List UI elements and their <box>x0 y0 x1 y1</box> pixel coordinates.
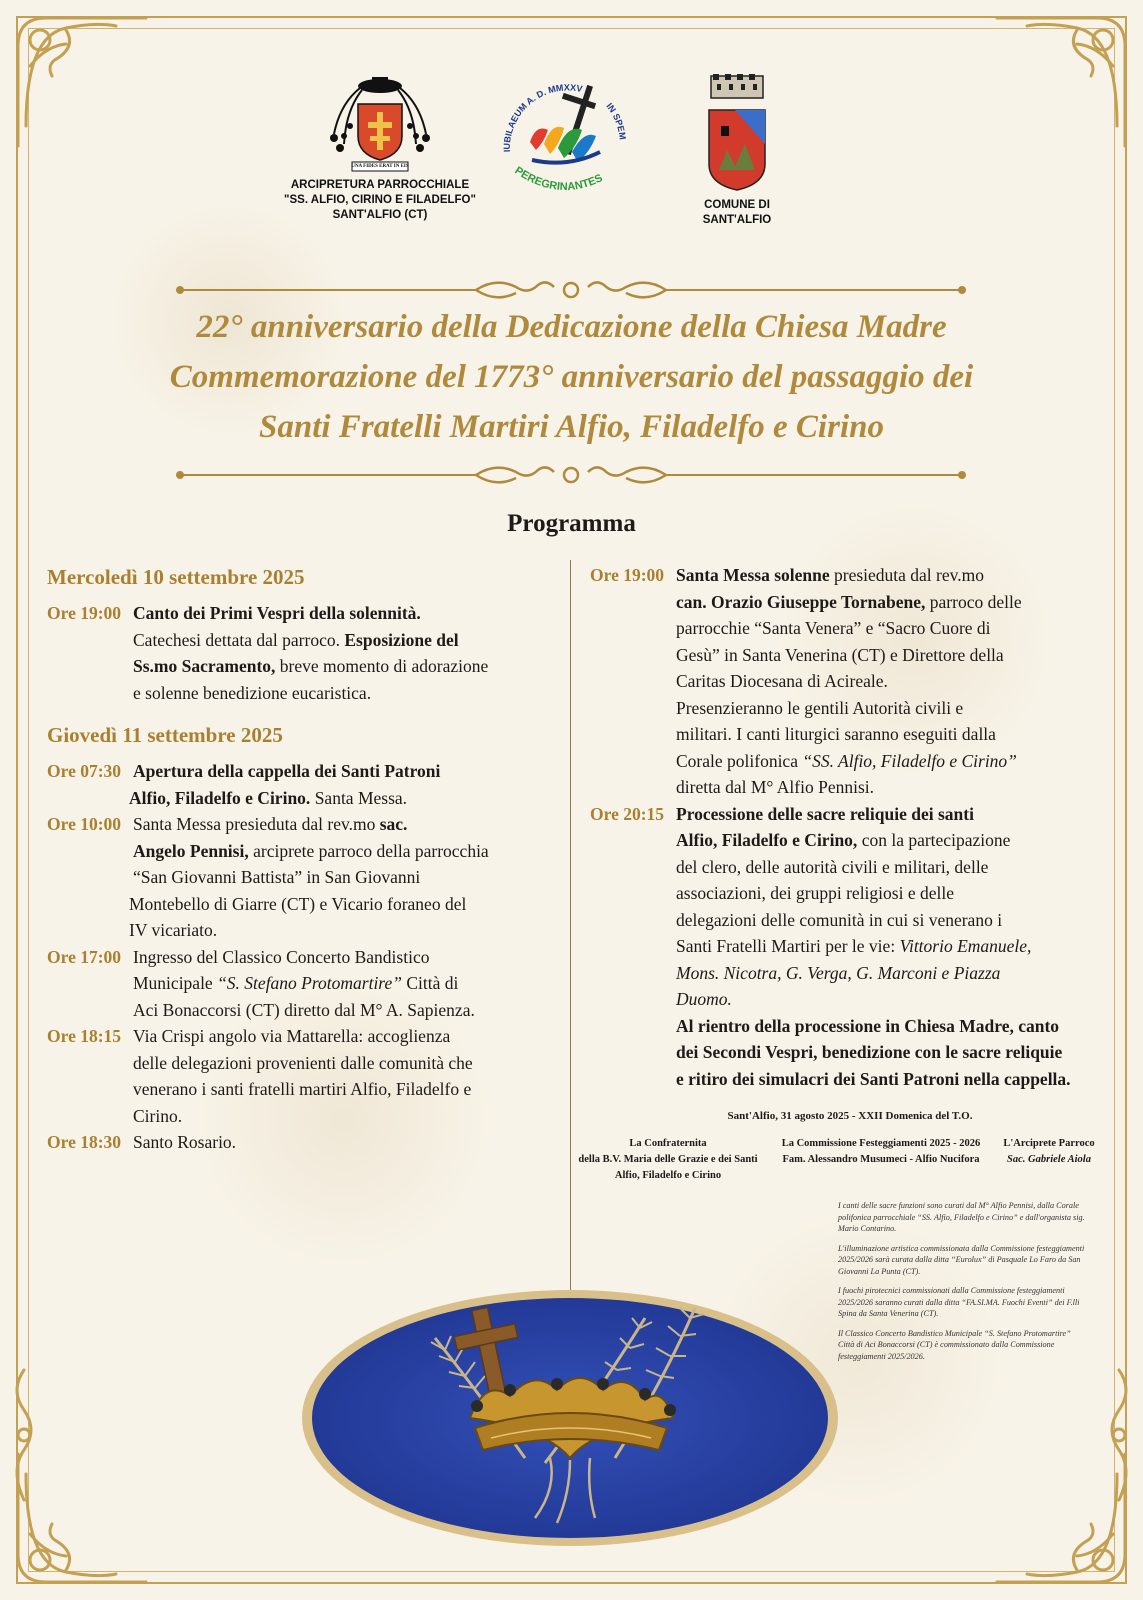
jubilee-logo <box>488 72 648 207</box>
entry-text: “S. Stefano Protomartire” <box>217 973 402 993</box>
jubilee-bottom-text: PEREGRINANTES <box>512 164 605 194</box>
entry-text: Santa Messa presieduta dal rev.mo <box>133 814 380 834</box>
footnote: I fuochi pirotecnici commissionati dalla Commissione festeggiamenti 2025/2026 saranno curati dalla ditta “FA.SI.MA. Fuochi Eventi” dei F.lli Spina da Santa Venerina (CT). <box>838 1286 1080 1318</box>
entry-text: Apertura della cappella dei Santi Patroni <box>133 761 441 781</box>
programma-heading: Programma <box>507 510 636 537</box>
entry-text: Mons. Nicotra, G. Verga, G. Marconi e Piazza <box>676 962 1001 983</box>
parish-motto: UNA FIDES ERAT IN EIS <box>351 164 409 169</box>
svg-text:IN SPEM <box>604 101 627 140</box>
signature-confraternita <box>568 1136 768 1184</box>
entry-text: breve momento di adorazione <box>275 656 489 676</box>
side-scroll-icon <box>1099 1360 1139 1510</box>
program-right-column <box>590 562 1110 1092</box>
entry-text: Catechesi dettata dal parroco. <box>133 629 345 650</box>
signature-text: Alfio, Filadelfo e Cirino <box>614 1170 722 1181</box>
entry-text: del clero, delle autorità civili e militari, delle <box>676 856 989 877</box>
program-entry <box>47 944 562 1024</box>
entry-text: arciprete parroco della parrocchia <box>248 840 489 861</box>
signature-commissione <box>772 1136 990 1168</box>
signature-text: della B.V. Maria delle Grazie e dei Santi <box>578 1154 758 1165</box>
entry-text: Cirino. <box>133 1105 183 1126</box>
program-left-column <box>47 562 562 1156</box>
program-entry <box>47 811 562 944</box>
parish-name-line2: "SS. ALFIO, CIRINO E FILADELFO" <box>284 194 476 206</box>
entry-text: e solenne benedizione eucaristica. <box>133 682 372 703</box>
footnote: L'illuminazione artistica commissionata dalla Commissione festeggiamenti 2025/2026 sarà curata dalla ditta “Eurolux” di Pasquale Lo Faro da San Giovanni La Punta (CT). <box>838 1243 1085 1276</box>
entry-text: Al rientro della processione in Chiesa Madre, canto <box>676 1015 1060 1036</box>
jubilee-2025-logo-icon <box>488 72 648 202</box>
entry-time: Ore 19:00 <box>47 603 122 623</box>
jubilee-side-text: IN SPEM <box>604 100 628 141</box>
side-scroll-icon <box>4 1360 44 1510</box>
entry-text: Ss.mo Sacramento, <box>133 656 276 676</box>
entry-text: diretta dal M° Alfio Pennisi. <box>676 777 875 797</box>
entry-text: Canto dei Primi Vespri della solennità. <box>133 603 421 623</box>
program-entry <box>590 801 1110 828</box>
entry-text: venerano i santi fratelli martiri Alfio, Filadelfo e <box>133 1079 472 1099</box>
entry-text: Municipale <box>133 973 218 993</box>
entry-text: Processione delle sacre reliquie dei santi <box>676 803 974 824</box>
entry-text: Città di <box>401 973 459 993</box>
entry-text: Presenzieranno le gentili Autorità civili e <box>676 697 964 718</box>
entry-text: Duomo. <box>676 989 732 1009</box>
entry-text: Angelo Pennisi, <box>133 840 249 861</box>
entry-text: Corale polifonica <box>676 750 803 771</box>
column-divider <box>570 560 571 1300</box>
entry-time: Ore 18:15 <box>47 1026 122 1046</box>
entry-text: delle delegazioni provenienti dalle comunità che <box>133 1052 473 1073</box>
entry-time: Ore 10:00 <box>47 814 122 834</box>
day-heading: Giovedì 11 settembre 2025 <box>47 723 283 747</box>
entry-time: Ore 20:15 <box>590 803 665 824</box>
corner-flourish-icon <box>987 6 1137 156</box>
entry-text: sac. <box>379 814 408 834</box>
entry-text: IV vicariato. <box>129 920 218 940</box>
entry-text: Caritas Diocesana di Acireale. <box>676 671 888 691</box>
footnote: I canti delle sacre funzioni sono curati dal M° Alfio Pennisi, dalla Corale polifonica parrocchiale “SS. Alfio, Filadelfo e Cirino” e dall'organista sig. Mario Contarino. <box>838 1201 1085 1233</box>
entry-text: Santa Messa. <box>310 787 408 808</box>
entry-text: militari. I canti liturgici saranno eseguiti dalla <box>676 724 996 744</box>
comune-name-line1: COMUNE DI <box>704 199 770 211</box>
entry-text: parroco delle <box>925 591 1022 612</box>
program-entry <box>47 1129 562 1156</box>
svg-text:PEREGRINANTES <box>512 165 604 194</box>
signature-arciprete <box>994 1136 1104 1168</box>
entry-text: Santo Rosario. <box>133 1132 237 1152</box>
parish-name-line1: ARCIPRETURA PARROCCHIALE <box>290 179 470 191</box>
entry-text: Aci Bonaccorsi (CT) diretto dal M° A. Sapienza. <box>133 999 475 1020</box>
entry-time: Ore 17:00 <box>47 946 122 967</box>
entry-text: Via Crispi angolo via Mattarella: accoglienza <box>133 1026 451 1046</box>
program-entry <box>47 758 562 811</box>
footnote: Il Classico Concerto Bandistico Municipale “S. Stefano Protomartire” Città di Aci Bonaccorsi (CT) è commissionato dalla Commissione festeggiamenti 2025/2026. <box>838 1328 1071 1361</box>
entry-time: Ore 07:30 <box>47 761 122 781</box>
entry-text: delegazioni delle comunità in cui si venerano i <box>676 909 1003 930</box>
parish-logo-block <box>280 74 480 223</box>
entry-time: Ore 19:00 <box>590 565 665 585</box>
signature-text: L'Arciprete Parroco <box>1003 1138 1095 1149</box>
program-entry <box>47 1023 562 1129</box>
entry-text: Alfio, Filadelfo e Cirino. <box>129 787 311 808</box>
entry-text: dei Secondi Vespri, benedizione con le sacre reliquie <box>676 1042 1063 1062</box>
program-entry <box>590 562 1110 589</box>
title-line-1: 22° anniversario della Dedicazione della Chiesa Madre <box>196 309 947 345</box>
parish-name-line3: SANT'ALFIO (CT) <box>332 209 428 221</box>
corner-flourish-icon <box>6 6 156 156</box>
signature-text: Sac. Gabriele Aiola <box>1007 1154 1091 1165</box>
entry-text: e ritiro dei simulacri dei Santi Patroni nella cappella. <box>676 1068 1071 1089</box>
program-entry <box>47 600 562 706</box>
footnotes <box>838 1200 1088 1370</box>
entry-text: associazioni, dei gruppi religiosi e delle <box>676 883 954 903</box>
ornamental-divider-icon <box>176 277 966 303</box>
jubilee-arc-text: IUBILAEUM A. D. MMXXV <box>501 82 584 153</box>
entry-text: parrocchie “Santa Venera” e “Sacro Cuore di <box>676 618 991 638</box>
entry-text: Santi Fratelli Martiri per le vie: <box>676 936 900 956</box>
entry-text: Santa Messa solenne <box>676 565 830 585</box>
ornamental-divider-icon <box>176 462 966 488</box>
parish-coat-of-arms-icon <box>320 74 440 172</box>
comune-name-line2: SANT'ALFIO <box>702 214 772 226</box>
signature-text: La Commissione Festeggiamenti 2025 - 2026 <box>781 1138 981 1149</box>
comune-logo-block <box>672 74 802 228</box>
day-heading: Mercoledì 10 settembre 2025 <box>47 565 305 589</box>
entry-text: presieduta dal rev.mo <box>829 565 984 585</box>
entry-text: can. Orazio Giuseppe Tornabene, <box>676 591 926 612</box>
entry-text: Vittorio Emanuele, <box>899 936 1032 956</box>
comune-coat-of-arms-icon <box>705 74 769 192</box>
entry-text: “SS. Alfio, Filadelfo e Cirino” <box>802 750 1017 771</box>
entry-text: Gesù” in Santa Venerina (CT) e Direttore della <box>676 644 1004 665</box>
title-line-2: Commemorazione del 1773° anniversario del passaggio dei <box>169 359 974 395</box>
entry-text: Montebello di Giarre (CT) e Vicario foraneo del <box>129 893 467 914</box>
entry-text: con la partecipazione <box>857 830 1011 850</box>
entry-text: Esposizione del <box>344 629 459 650</box>
entry-text: Ingresso del Classico Concerto Bandistico <box>133 946 430 967</box>
signature-date-line: Sant'Alfio, 31 agosto 2025 - XXII Domenica del T.O. <box>727 1110 973 1122</box>
entry-time: Ore 18:30 <box>47 1132 122 1152</box>
title-line-3: Santi Fratelli Martiri Alfio, Filadelfo e Cirino <box>259 409 884 445</box>
reliquary-emblem-image <box>295 1278 845 1546</box>
entry-text: “San Giovanni Battista” in San Giovanni <box>133 867 421 887</box>
signature-text: La Confraternita <box>629 1138 707 1149</box>
entry-text: Alfio, Filadelfo e Cirino, <box>676 830 858 850</box>
event-title <box>60 302 1083 452</box>
signature-text: Fam. Alessandro Musumeci - Alfio Nucifora <box>782 1154 980 1165</box>
